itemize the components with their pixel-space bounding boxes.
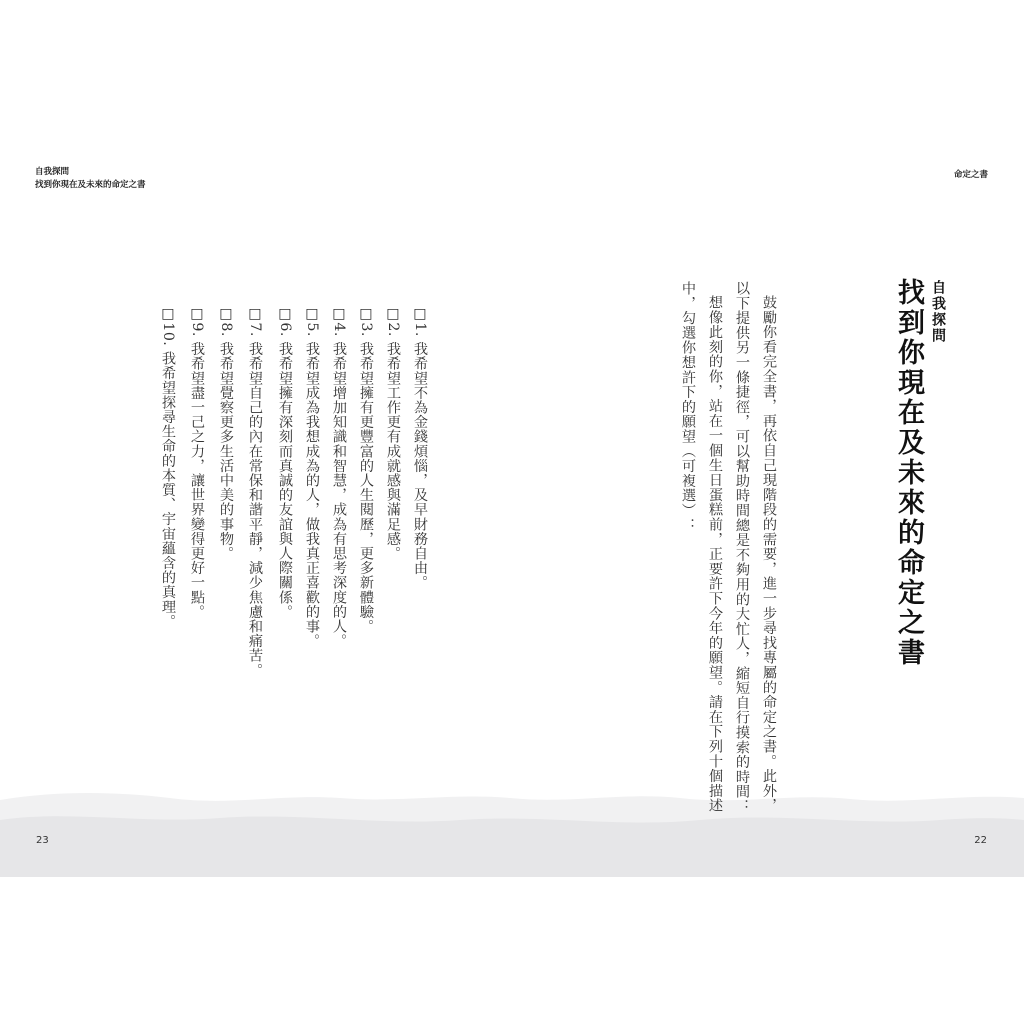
intro-column-2: 以下提供另一條捷徑，可以幫助時間總是不夠用的大忙人，縮短自行摸索的時間： [734,281,750,814]
intro-column-4: 中，勾選你想許下的願望（可複選）： [680,281,696,533]
wave-footer-graphic [0,790,1024,877]
wish-item-4: □4. 我希望增加知識和智慧，成為有思考深度的人。 [331,306,347,649]
intro-column-3: 想像此刻的你，站在一個生日蛋糕前，正要許下今年的願望。請在下列十個描述 [707,295,723,813]
running-head-line-1: 自我探問 [35,167,70,177]
wish-item-1: □1. 我希望不為金錢煩惱，及早財務自由。 [412,306,428,590]
wish-item-8: □8. 我希望覺察更多生活中美的事物。 [218,306,234,561]
wish-item-3: □3. 我希望擁有更豐富的人生閱歷，更多新體驗。 [358,306,374,634]
wish-item-5: □5. 我希望成為我想成為的人，做我真正喜歡的事。 [304,306,320,649]
running-head-right: 命定之書 [953,170,988,180]
page-number-right: 22 [974,835,987,846]
page-number-left: 23 [36,835,49,846]
running-head-left [35,166,146,192]
book-spread [0,140,1024,877]
wish-item-7: □7. 我希望自己的內在常保和諧平靜，減少焦慮和痛苦。 [247,306,263,678]
running-head-line-2: 找到你現在及未來的命定之書 [35,180,146,190]
section-title: 找到你現在及未來的命定之書 [893,278,924,668]
wish-item-6: □6. 我希望擁有深刻而真誠的友誼與人際關係。 [277,306,293,620]
intro-column-1: 鼓勵你看完全書，再依自己現階段的需要，進一步尋找專屬的命定之書。此外， [761,295,777,813]
wish-item-10: □10. 我希望探尋生命的本質、宇宙蘊含的真理。 [160,306,176,629]
section-kicker: 自我探問 [930,280,946,344]
wish-item-9: □9. 我希望盡一己之力，讓世界變得更好一點。 [189,306,205,620]
wish-item-2: □2. 我希望工作更有成就感與滿足感。 [385,306,401,561]
